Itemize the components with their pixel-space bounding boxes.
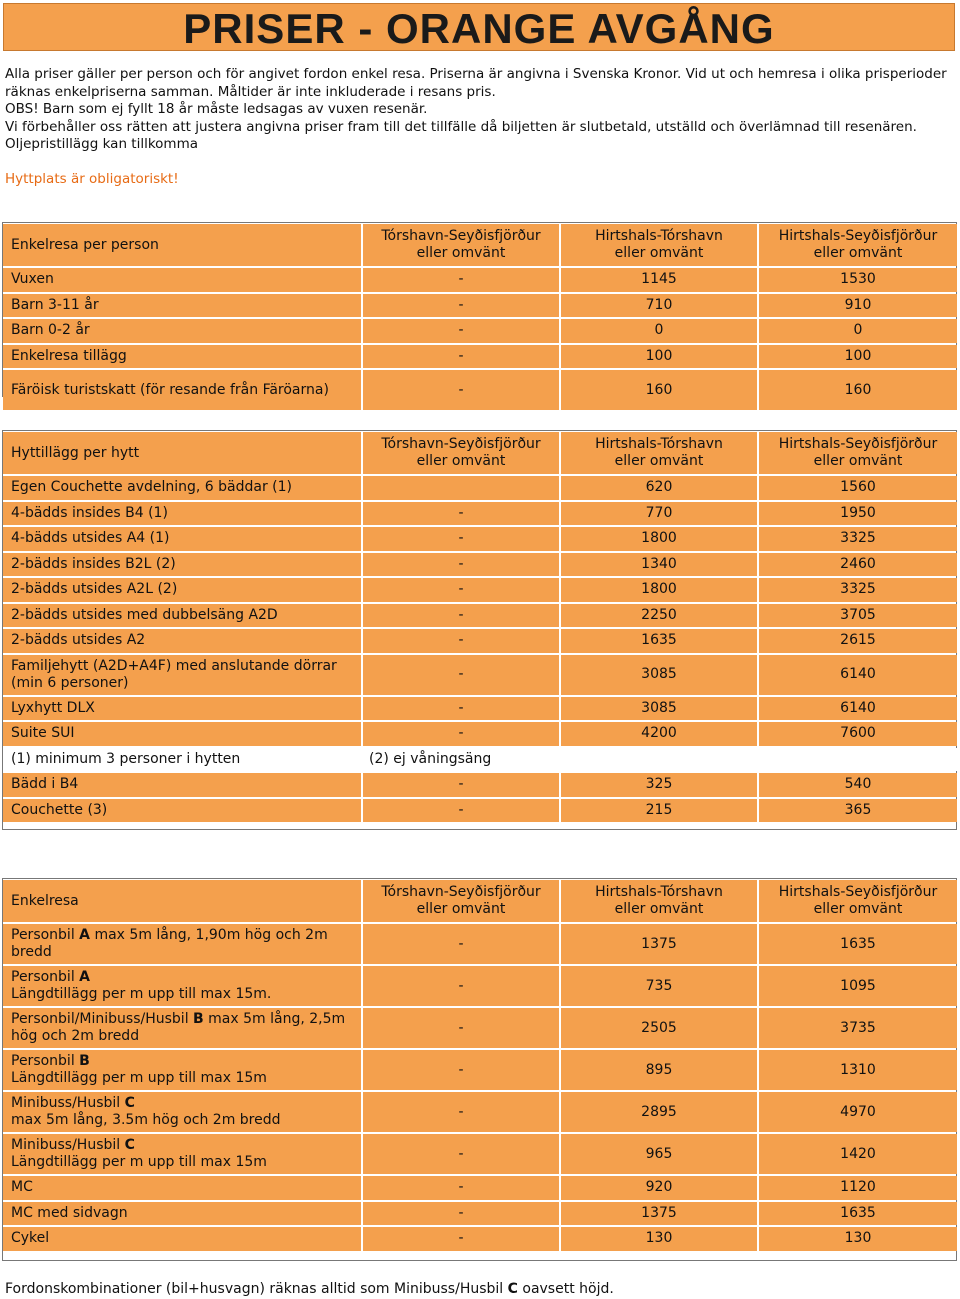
route-direction: eller omvänt: [614, 453, 704, 469]
route2-price: 4200: [559, 722, 757, 746]
route-header-r1: [361, 880, 559, 922]
route2-price: 710: [559, 294, 757, 318]
table-row: [3, 1227, 957, 1251]
vehicle-label-line2: Längdtillägg per m upp till max 15m.: [11, 986, 272, 1002]
route2-price: 325: [559, 773, 757, 797]
table-row: [3, 268, 957, 292]
route2-price: 620: [559, 476, 757, 500]
vehicle-label-line2: max 5m lång, 3.5m hög och 2m bredd: [11, 1112, 281, 1128]
vehicle-label: [3, 924, 361, 964]
table-row: [3, 604, 957, 628]
route1-price: -: [361, 1008, 559, 1048]
footer-note: [5, 1280, 614, 1298]
intro-text: [5, 66, 950, 189]
route-header-r1: [361, 224, 559, 266]
vehicle-class: A: [79, 927, 91, 943]
route3-price: 7600: [757, 722, 957, 746]
vehicle-label: [3, 1134, 361, 1174]
table-header-label: Enkelresa: [3, 880, 361, 922]
vehicle-label-post: max 5m lång, 2,5m hög och 2m bredd: [11, 1011, 346, 1044]
table-row: [3, 370, 957, 410]
vehicle-label-line2: Längdtillägg per m upp till max 15m: [11, 1070, 267, 1086]
route1-price: -: [361, 1202, 559, 1226]
vehicle-price-table: [3, 878, 957, 1253]
table-row: [3, 502, 957, 526]
route2-price: 3085: [559, 655, 757, 695]
route-name: Tórshavn-Seyðisfjörður: [381, 883, 541, 900]
route2-price: 1800: [559, 578, 757, 602]
route-name: Tórshavn-Seyðisfjörður: [381, 435, 541, 452]
route2-price: 770: [559, 502, 757, 526]
cabin-price-table: [3, 430, 957, 824]
table-row: [3, 476, 957, 500]
row-label: 2-bädds utsides A2: [3, 629, 361, 653]
row-label: Cykel: [3, 1227, 361, 1251]
route3-price: 1095: [757, 966, 957, 1006]
vehicle-label-pre: Minibuss/Husbil: [11, 1137, 125, 1153]
intro-obs: OBS! Barn som ej fyllt 18 år måste ledsagas av vuxen resenär.: [5, 101, 428, 117]
vehicle-label-pre: Minibuss/Husbil: [11, 1095, 125, 1111]
footer-note-post: oavsett höjd.: [517, 1281, 614, 1297]
table-row: [3, 655, 957, 695]
route-name: Hirtshals-Tórshavn: [595, 435, 723, 452]
row-label: Vuxen: [3, 268, 361, 292]
table-header-label: Hyttillägg per hytt: [3, 432, 361, 474]
route-name: Hirtshals-Seyðisfjörður: [778, 435, 938, 452]
route3-price: 3735: [757, 1008, 957, 1048]
route2-price: 2505: [559, 1008, 757, 1048]
route-header-r2: [559, 880, 757, 922]
route-direction: eller omvänt: [614, 245, 704, 261]
passenger-price-body: [3, 224, 957, 410]
table-row: [3, 629, 957, 653]
route2-price: 920: [559, 1176, 757, 1200]
table-row: [3, 773, 957, 797]
route3-price: 1420: [757, 1134, 957, 1174]
route2-price: 895: [559, 1050, 757, 1090]
route-direction: eller omvänt: [813, 901, 903, 917]
route1-price: -: [361, 1092, 559, 1132]
row-label: Couchette (3): [3, 799, 361, 823]
route-header-r3: [757, 880, 957, 922]
route1-price: -: [361, 527, 559, 551]
route3-price: 3325: [757, 527, 957, 551]
route2-price: 215: [559, 799, 757, 823]
route1-price: -: [361, 319, 559, 343]
route3-price: 1120: [757, 1176, 957, 1200]
table-header-row: [3, 432, 957, 474]
route1-price: -: [361, 924, 559, 964]
route1-price: -: [361, 629, 559, 653]
row-label: Familjehytt (A2D+A4F) med anslutande dörrar (min 6 personer): [3, 655, 361, 695]
table-row: [3, 697, 957, 721]
row-label: Lyxhytt DLX: [3, 697, 361, 721]
route3-price: 100: [757, 345, 957, 369]
route2-price: 1375: [559, 1202, 757, 1226]
vehicle-label-post: max 5m lång, 1,90m hög och 2m bredd: [11, 927, 328, 960]
route2-price: 160: [559, 370, 757, 410]
table-row: [3, 1176, 957, 1200]
route1-price: -: [361, 294, 559, 318]
table-header-row: [3, 224, 957, 266]
route2-price: 100: [559, 345, 757, 369]
vehicle-class: C: [124, 1095, 135, 1111]
table-row: [3, 319, 957, 343]
table-row: [3, 1202, 957, 1226]
row-label: Barn 0-2 år: [3, 319, 361, 343]
route1-price: -: [361, 268, 559, 292]
intro-general: Alla priser gäller per person och för angivet fordon enkel resa. Priserna är angivna i Svenska Kronor. Vid ut och hemresa i olika prisperioder räknas enkelpriserna samman. Måltider är inte inkluderade i resans pris.: [5, 66, 947, 100]
table-row: [3, 527, 957, 551]
route-name: Tórshavn-Seyðisfjörður: [381, 227, 541, 244]
route-direction: eller omvänt: [416, 453, 506, 469]
vehicle-class: C: [124, 1137, 135, 1153]
route1-price: -: [361, 1176, 559, 1200]
route2-price: 1340: [559, 553, 757, 577]
vehicle-row: [3, 924, 957, 964]
route-header-r2: [559, 224, 757, 266]
route1-price: -: [361, 604, 559, 628]
route1-price: -: [361, 966, 559, 1006]
vehicle-class: B: [79, 1053, 90, 1069]
row-label: Bädd i B4: [3, 773, 361, 797]
route3-price: 540: [757, 773, 957, 797]
route1-price: -: [361, 370, 559, 410]
route-direction: eller omvänt: [813, 453, 903, 469]
row-label: 2-bädds insides B2L (2): [3, 553, 361, 577]
intro-cabin-required: Hyttplats är obligatoriskt!: [5, 171, 179, 187]
route2-price: 130: [559, 1227, 757, 1251]
route-direction: eller omvänt: [813, 245, 903, 261]
vehicle-price-body: [3, 880, 957, 1251]
vehicle-class: A: [79, 969, 91, 985]
route-header-r1: [361, 432, 559, 474]
route3-price: 1560: [757, 476, 957, 500]
route3-price: 160: [757, 370, 957, 410]
route3-price: 1635: [757, 924, 957, 964]
route2-price: 1145: [559, 268, 757, 292]
route3-price: 6140: [757, 655, 957, 695]
route-name: Hirtshals-Seyðisfjörður: [778, 227, 938, 244]
route2-price: 3085: [559, 697, 757, 721]
route1-price: -: [361, 655, 559, 695]
table-header-label: Enkelresa per person: [3, 224, 361, 266]
row-label: MC med sidvagn: [3, 1202, 361, 1226]
table-row: [3, 294, 957, 318]
page-title: PRISER - ORANGE AVGÅNG: [183, 5, 775, 52]
intro-oil-surcharge: Oljepristillägg kan tillkomma: [5, 136, 199, 152]
route3-price: 3325: [757, 578, 957, 602]
vehicle-row: [3, 1008, 957, 1048]
vehicle-label: [3, 966, 361, 1006]
footer-note-pre: Fordonskombinationer (bil+husvagn) räknas alltid som Minibuss/Husbil: [5, 1281, 508, 1297]
route2-price: 1375: [559, 924, 757, 964]
vehicle-label-pre: Personbil: [11, 969, 80, 985]
row-label: 4-bädds utsides A4 (1): [3, 527, 361, 551]
route3-price: 6140: [757, 697, 957, 721]
route1-price: -: [361, 773, 559, 797]
route-header-r3: [757, 224, 957, 266]
route3-price: 2460: [757, 553, 957, 577]
row-label: Barn 3-11 år: [3, 294, 361, 318]
route3-price: 1635: [757, 1202, 957, 1226]
route3-price: 3705: [757, 604, 957, 628]
title-banner: [3, 3, 955, 51]
row-label: 2-bädds utsides med dubbelsäng A2D: [3, 604, 361, 628]
vehicle-row: [3, 1092, 957, 1132]
route-name: Hirtshals-Seyðisfjörður: [778, 883, 938, 900]
route1-price: -: [361, 722, 559, 746]
row-label: Enkelresa tillägg: [3, 345, 361, 369]
route1-price: -: [361, 1134, 559, 1174]
route1-price: -: [361, 1227, 559, 1251]
route-header-r3: [757, 432, 957, 474]
route2-price: 0: [559, 319, 757, 343]
vehicle-label-pre: Personbil: [11, 927, 80, 943]
route3-price: 1950: [757, 502, 957, 526]
cabin-price-body: [3, 432, 957, 822]
route-name: Hirtshals-Tórshavn: [595, 227, 723, 244]
footer-note-class: C: [507, 1281, 518, 1297]
route1-price: -: [361, 697, 559, 721]
vehicle-class: B: [193, 1011, 204, 1027]
route-direction: eller omvänt: [614, 901, 704, 917]
vehicle-row: [3, 1134, 957, 1174]
route3-price: 4970: [757, 1092, 957, 1132]
route1-price: -: [361, 1050, 559, 1090]
table-row: [3, 722, 957, 746]
route1-price: -: [361, 578, 559, 602]
cabin-notes-row: [3, 748, 957, 772]
route-name: Hirtshals-Tórshavn: [595, 883, 723, 900]
route1-price: -: [361, 799, 559, 823]
vehicle-label-pre: Personbil: [11, 1053, 80, 1069]
route3-price: 130: [757, 1227, 957, 1251]
table-header-row: [3, 880, 957, 922]
note-no-bunk: (2) ej våningsäng: [361, 748, 957, 772]
route-direction: eller omvänt: [416, 245, 506, 261]
vehicle-label: [3, 1050, 361, 1090]
route1-price: -: [361, 553, 559, 577]
vehicle-label: [3, 1092, 361, 1132]
table-row: [3, 578, 957, 602]
route2-price: 2895: [559, 1092, 757, 1132]
route3-price: 910: [757, 294, 957, 318]
passenger-price-table: [3, 222, 957, 412]
row-label: MC: [3, 1176, 361, 1200]
vehicle-row: [3, 966, 957, 1006]
route2-price: 735: [559, 966, 757, 1006]
intro-price-reservation: Vi förbehåller oss rätten att justera angivna priser fram till det tillfälle då biljetten är slutbetald, utställd och överlämnad till resenären.: [5, 118, 917, 135]
route3-price: 2615: [757, 629, 957, 653]
note-min-persons: (1) minimum 3 personer i hytten: [3, 748, 361, 772]
route2-price: 2250: [559, 604, 757, 628]
route2-price: 1800: [559, 527, 757, 551]
route3-price: 1310: [757, 1050, 957, 1090]
row-label: Egen Couchette avdelning, 6 bäddar (1): [3, 476, 361, 500]
vehicle-label-pre: Personbil/Minibuss/Husbil: [11, 1011, 194, 1027]
route1-price: -: [361, 502, 559, 526]
table-row: [3, 553, 957, 577]
vehicle-row: [3, 1050, 957, 1090]
route2-price: 965: [559, 1134, 757, 1174]
table-row: [3, 345, 957, 369]
route2-price: 1635: [559, 629, 757, 653]
row-label: 2-bädds utsides A2L (2): [3, 578, 361, 602]
row-label: Suite SUI: [3, 722, 361, 746]
route3-price: 1530: [757, 268, 957, 292]
route1-price: [361, 476, 559, 500]
route3-price: 0: [757, 319, 957, 343]
vehicle-label-line2: Längdtillägg per m upp till max 15m: [11, 1154, 267, 1170]
row-label: Färöisk turistskatt (för resande från Färöarna): [3, 370, 361, 410]
row-label: 4-bädds insides B4 (1): [3, 502, 361, 526]
vehicle-label: [3, 1008, 361, 1048]
route3-price: 365: [757, 799, 957, 823]
route-direction: eller omvänt: [416, 901, 506, 917]
route1-price: -: [361, 345, 559, 369]
table-row: [3, 799, 957, 823]
route-header-r2: [559, 432, 757, 474]
